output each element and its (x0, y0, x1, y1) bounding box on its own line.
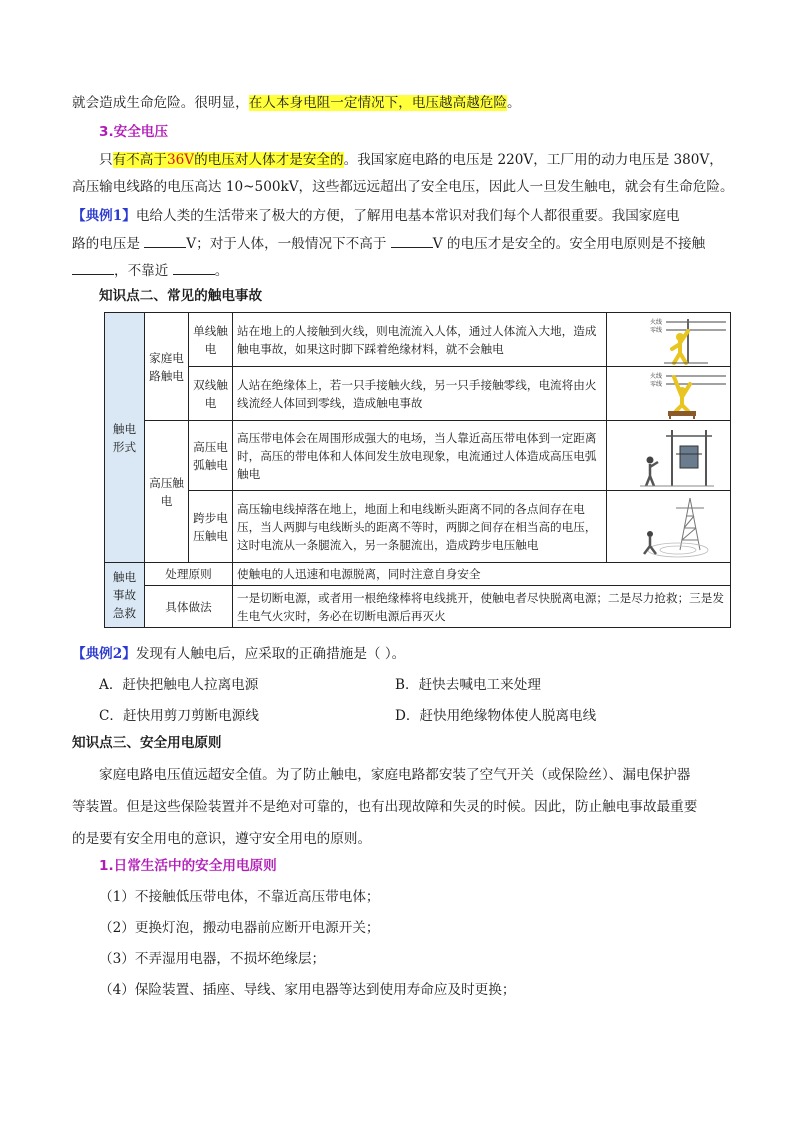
answer-blank-3[interactable] (72, 260, 114, 275)
section-3-line2: 高压输电线路的电压高达 10~500kV，这些都远远超出了安全电压，因此人一旦发生触电，就会有生命危险。 (72, 179, 734, 195)
example-1-line3: ，不靠近 。 (72, 260, 732, 281)
principle-item: （3）不弄湿用电器，不损坏绝缘层； (99, 951, 326, 967)
svg-text:零线: 零线 (649, 380, 662, 388)
cell-rescue-label: 触电事故急救 (105, 563, 145, 628)
cell-desc-arc: 高压带电体会在周围形成强大的电场，当人靠近高压带电体到一定距离时，高压的带电体和人体间发生放电现象，电流通过人体造成高压电弧触电 (233, 421, 607, 491)
cell-type-step: 跨步电压触电 (189, 491, 233, 563)
single-line-shock-illustration (610, 315, 728, 365)
double-line-shock-illustration (610, 369, 728, 419)
cell-image-double-line (607, 367, 731, 421)
highlight-36v: 36V (166, 152, 195, 168)
answer-blank-1[interactable] (144, 233, 186, 248)
arc-shock-illustration (610, 424, 728, 488)
daily-principles-title: 1.日常生活中的安全用电原则 (99, 858, 277, 874)
cell-household-label: 家庭电路触电 (145, 313, 189, 421)
cell-method-desc: 一是切断电源，或者用一根绝缘棒将电线挑开，使触电者尽快脱离电源；二是尽力抢救；三是发生电气火灾时，务必在切断电源后再灭火 (233, 586, 731, 628)
principle-item: （2）更换灯泡，搬动电器前应断开电源开关； (99, 920, 380, 936)
answer-blank-2[interactable] (391, 233, 433, 248)
cell-principle-desc: 使触电的人迅速和电源脱离，同时注意自身安全 (233, 563, 731, 586)
principle-item: （1）不接触低压带电体，不靠近高压带电体； (99, 889, 380, 905)
highlight-voltage-danger: 在人本身电阻一定情况下，电压越高越危险 (248, 95, 507, 111)
option-a[interactable]: A．赶快把触电人拉离电源 (99, 677, 259, 693)
intro-line: 就会造成生命危险。很明显，在人本身电阻一定情况下，电压越高越危险。 (72, 95, 521, 111)
cell-image-step (607, 491, 731, 563)
cell-desc-single-line: 站在地上的人接触到火线，则电流流入人体，通过人体流入大地，造成触电事故，如果这时脚下踩着绝缘材料，就不会触电 (233, 313, 607, 367)
knowledge-2-title: 知识点二、常见的触电事故 (99, 288, 263, 304)
cell-desc-double-line: 人站在绝缘体上，若一只手接触火线，另一只手接触零线，电流将由火线流经人体回到零线，造成触电事故 (233, 367, 607, 421)
section-3-line1: 只有不高于36V的电压对人体才是安全的。我国家庭电路的电压是 220V，工厂用的动力电压是 380V， (99, 152, 723, 168)
section-3-title: 3.安全电压 (99, 124, 168, 140)
knowledge-3-line2: 等装置。但是这些保险装置并不是绝对可靠的，也有出现故障和失灵的时候。因此，防止触电事故最重要 (72, 799, 698, 815)
example-1-line2: 路的电压是 V；对于人体，一般情况下不高于 V 的电压才是安全的。安全用电原则是不接触 (72, 233, 732, 254)
electric-shock-table (104, 312, 731, 628)
example-1-tag: 【典例1】 (72, 208, 136, 224)
cell-form-label: 触电形式 (105, 313, 145, 563)
knowledge-3-line1: 家庭电路电压值远超安全值。为了防止触电，家庭电路都安装了空气开关（或保险丝）、漏电保护器 (99, 767, 691, 783)
cell-type-single-line: 单线触电 (189, 313, 233, 367)
example-2-question: 【典例2】发现有人触电后，应采取的正确措施是（ ）。 (72, 646, 406, 662)
cell-principle-label: 处理原则 (145, 563, 233, 586)
cell-image-arc (607, 421, 731, 491)
knowledge-3-line3: 的是要有安全用电的意识，遵守安全用电的原则。 (72, 831, 372, 847)
svg-text:火线: 火线 (649, 318, 662, 326)
example-2-tag: 【典例2】 (72, 646, 136, 662)
cell-desc-step: 高压输电线掉落在地上，地面上和电线断头距离不同的各点间存在电压，当人两脚与电线断头的距离不等时，两脚之间存在相当高的电压，这时电流从一条腿流入，另一条腿流出，造成跨步电压触电 (233, 491, 607, 563)
option-d[interactable]: D．赶快用绝缘物体使人脱离电线 (395, 708, 597, 724)
answer-blank-4[interactable] (173, 260, 215, 275)
svg-text:火线: 火线 (649, 372, 662, 380)
cell-highvolt-label: 高压触电 (145, 421, 189, 563)
example-1-line1: 【典例1】电给人类的生活带来了极大的方便，了解用电基本常识对我们每个人都很重要。我国家庭电 (72, 208, 680, 224)
cell-type-arc: 高压电弧触电 (189, 421, 233, 491)
option-c[interactable]: C．赶快用剪刀剪断电源线 (99, 708, 259, 724)
knowledge-3-title: 知识点三、安全用电原则 (72, 735, 222, 751)
principle-item: （4）保险装置、插座、导线、家用电器等达到使用寿命应及时更换； (99, 982, 516, 998)
cell-image-single-line (607, 313, 731, 367)
cell-type-double-line: 双线触电 (189, 367, 233, 421)
option-b[interactable]: B．赶快去喊电工来处理 (395, 677, 541, 693)
svg-text:零线: 零线 (649, 326, 662, 334)
step-voltage-shock-illustration (610, 494, 728, 560)
cell-method-label: 具体做法 (145, 586, 233, 628)
